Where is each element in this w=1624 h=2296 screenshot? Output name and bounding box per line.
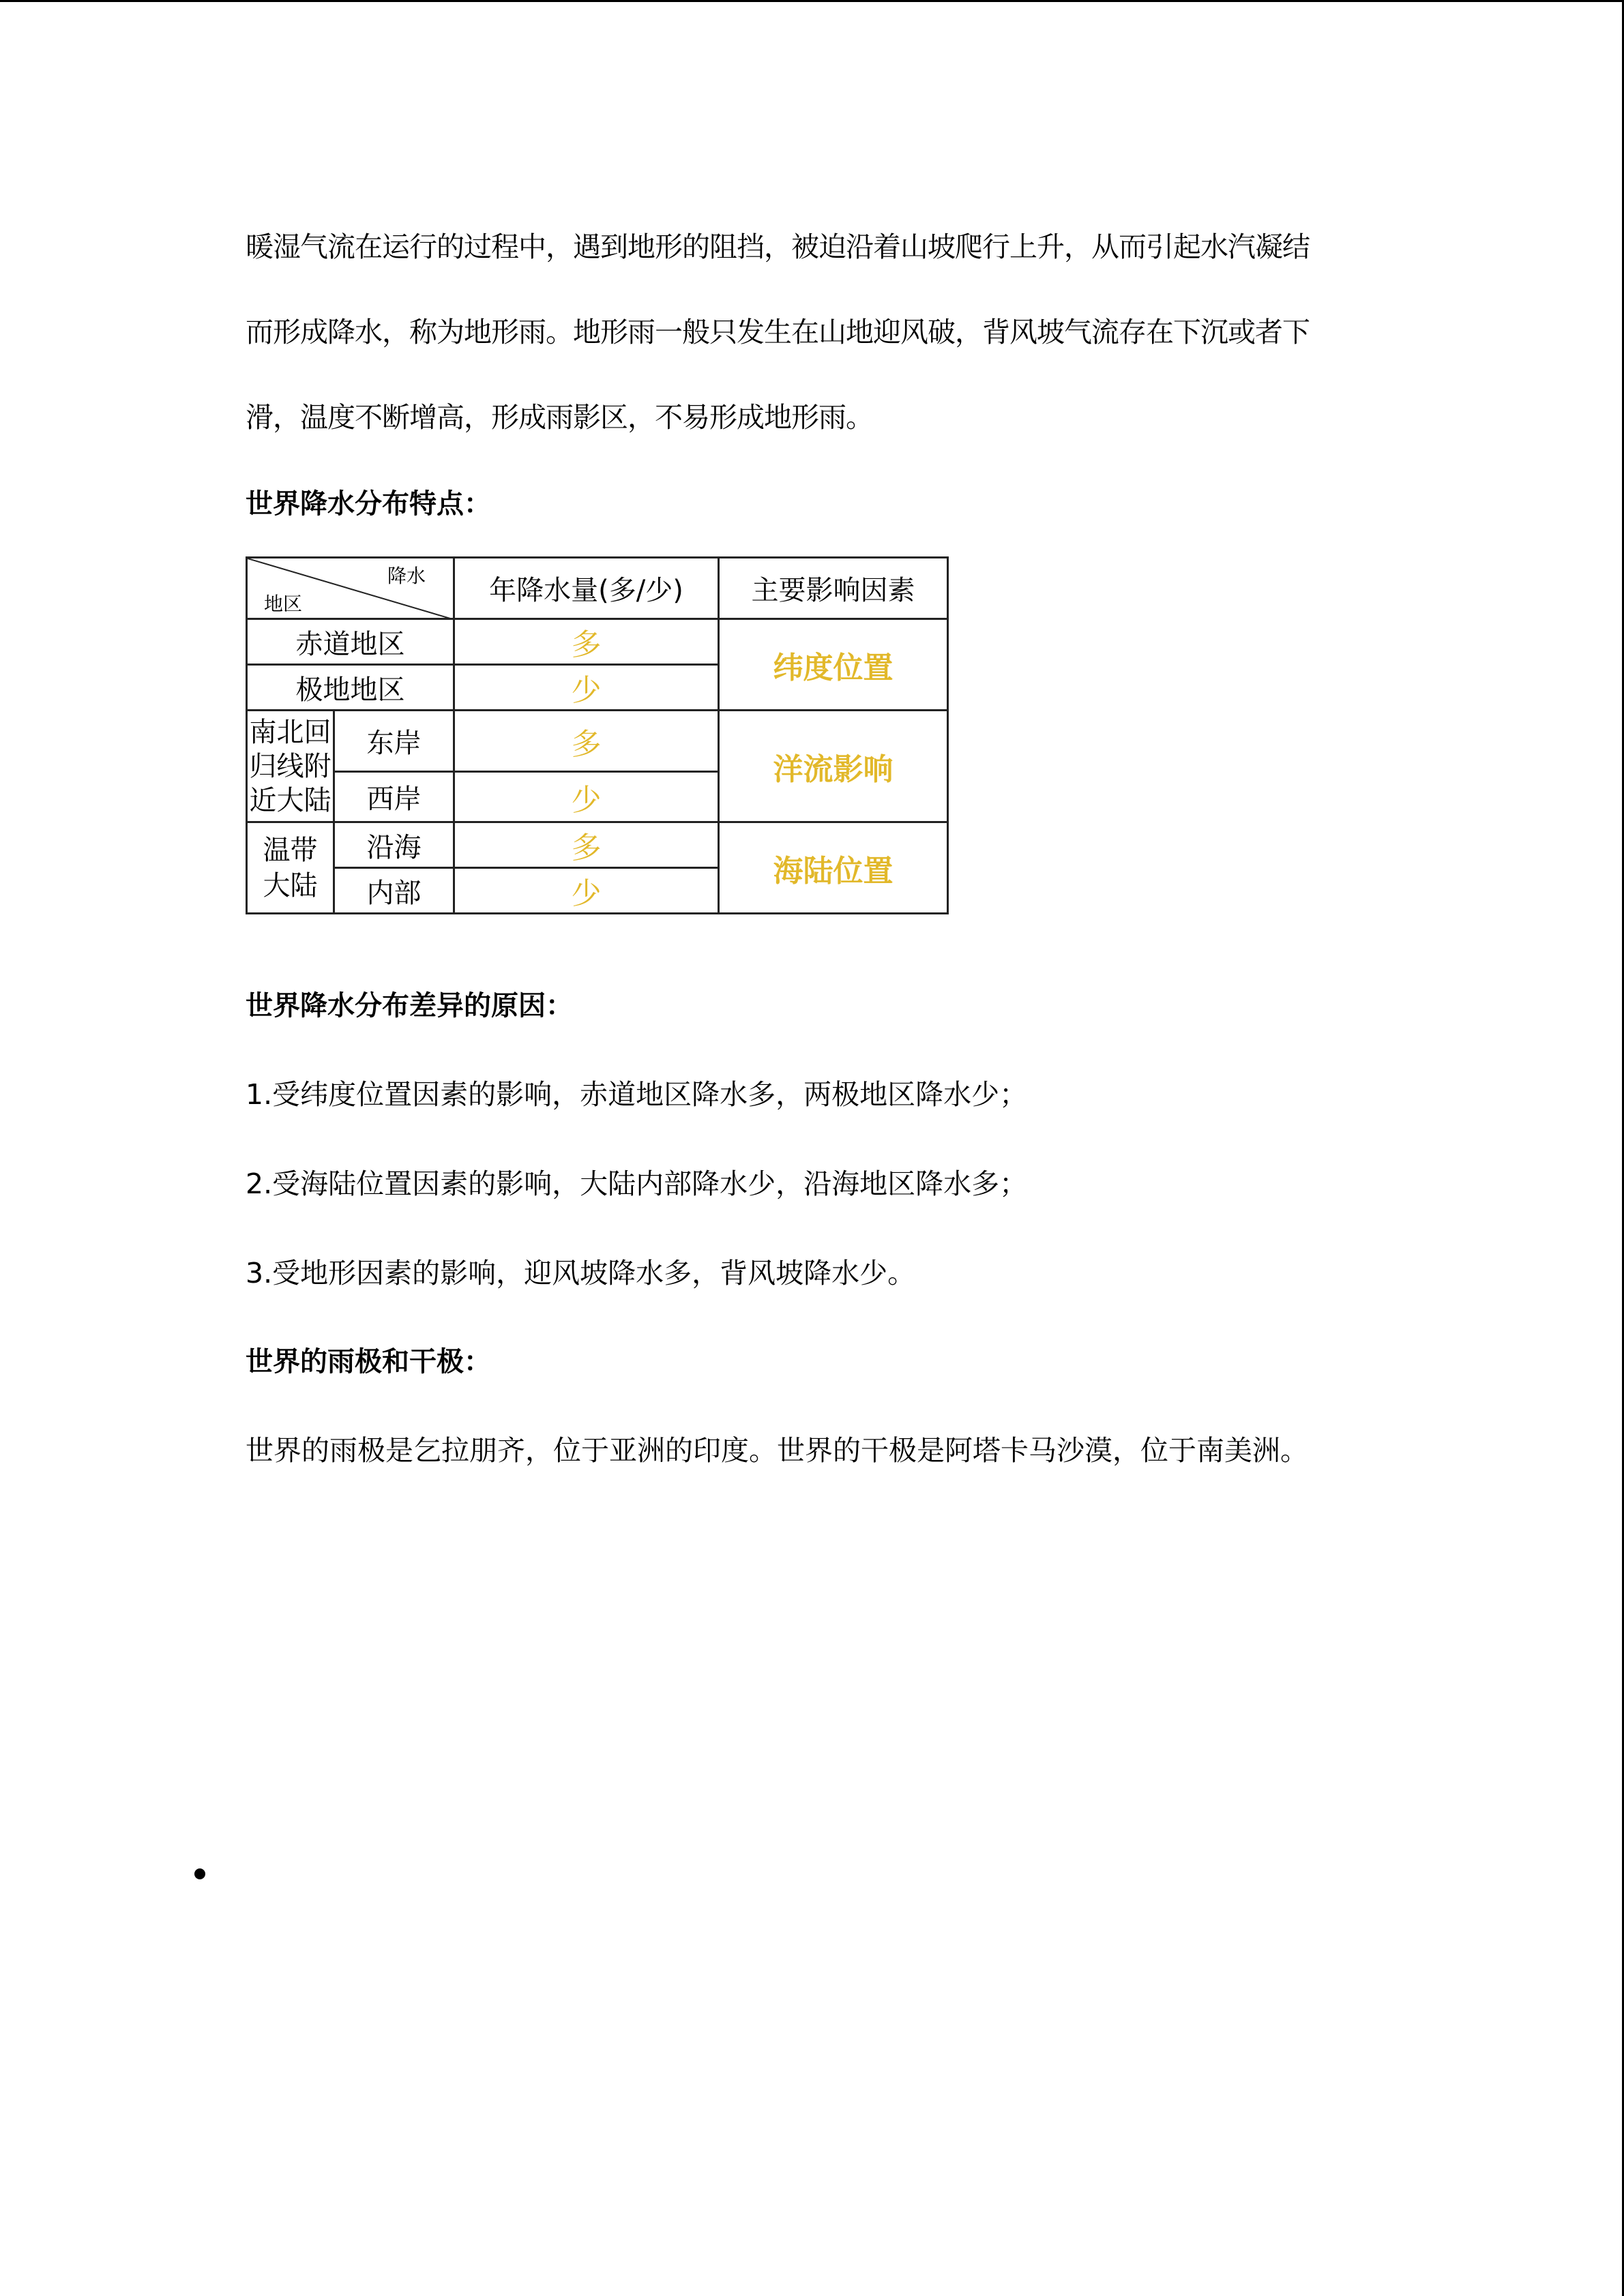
value-equator: 多 <box>454 619 719 665</box>
tropic-label-line: 归线附 <box>249 750 331 782</box>
section-heading-causes: 世界降水分布差异的原因： <box>246 990 573 1022</box>
row-group-tropic <box>247 711 334 822</box>
section-heading-distribution: 世界降水分布特点： <box>246 488 491 520</box>
cause-item: 3.受地形因素的影响，迎风坡降水多，背风坡降水少。 <box>246 1257 916 1289</box>
factor-latitude: 纬度位置 <box>719 619 948 711</box>
intro-line: 暖湿气流在运行的过程中，遇到地形的阻挡，被迫沿着山坡爬行上升，从而引起水汽凝结 <box>246 230 1310 263</box>
value-inland: 少 <box>454 868 719 914</box>
value-polar: 少 <box>454 665 719 711</box>
intro-line: 而形成降水，称为地形雨。地形雨一般只发生在山地迎风破，背风坡气流存在下沉或者下 <box>246 316 1310 348</box>
row-group-temperate <box>247 822 334 914</box>
row-label-west: 西岸 <box>334 772 454 822</box>
value-west: 少 <box>454 772 719 822</box>
document-body <box>246 205 1378 1468</box>
corner-label-precip: 降水 <box>387 565 426 587</box>
table-corner-cell <box>247 558 454 619</box>
page-top-border <box>0 0 1624 2</box>
row-label-equator: 赤道地区 <box>247 619 454 665</box>
row-label-inland: 内部 <box>334 868 454 914</box>
precipitation-table <box>246 556 949 914</box>
section-heading-extremes: 世界的雨极和干极： <box>246 1346 491 1377</box>
factor-current: 洋流影响 <box>719 711 948 822</box>
intro-paragraph <box>246 205 1378 460</box>
temperate-label-line: 温带 <box>263 834 318 866</box>
intro-line: 滑，温度不断增高，形成雨影区，不易形成地形雨。 <box>246 401 873 434</box>
extremes-text: 世界的雨极是乞拉朋齐，位于亚洲的印度。世界的干极是阿塔卡马沙漠，位于南美洲。 <box>246 1434 1308 1467</box>
value-coast: 多 <box>454 822 719 868</box>
value-east: 多 <box>454 711 719 772</box>
row-label-east: 东岸 <box>334 711 454 772</box>
factor-landsea: 海陆位置 <box>719 822 948 914</box>
cause-item: 2.受海陆位置因素的影响，大陆内部降水少，沿海地区降水多； <box>246 1167 1028 1200</box>
header-amount: 年降水量(多/少) <box>454 558 719 619</box>
list-bullet <box>194 1868 205 1879</box>
row-label-coast: 沿海 <box>334 822 454 868</box>
tropic-label-line: 南北回 <box>249 716 331 748</box>
cause-item: 1.受纬度位置因素的影响，赤道地区降水多，两极地区降水少； <box>246 1078 1028 1111</box>
temperate-label-line: 大陆 <box>263 869 318 901</box>
precipitation-table-wrap <box>246 556 1378 914</box>
header-factor: 主要影响因素 <box>719 558 948 619</box>
tropic-label-line: 近大陆 <box>249 784 331 816</box>
row-label-polar: 极地地区 <box>247 665 454 711</box>
corner-label-region: 地区 <box>264 593 303 615</box>
